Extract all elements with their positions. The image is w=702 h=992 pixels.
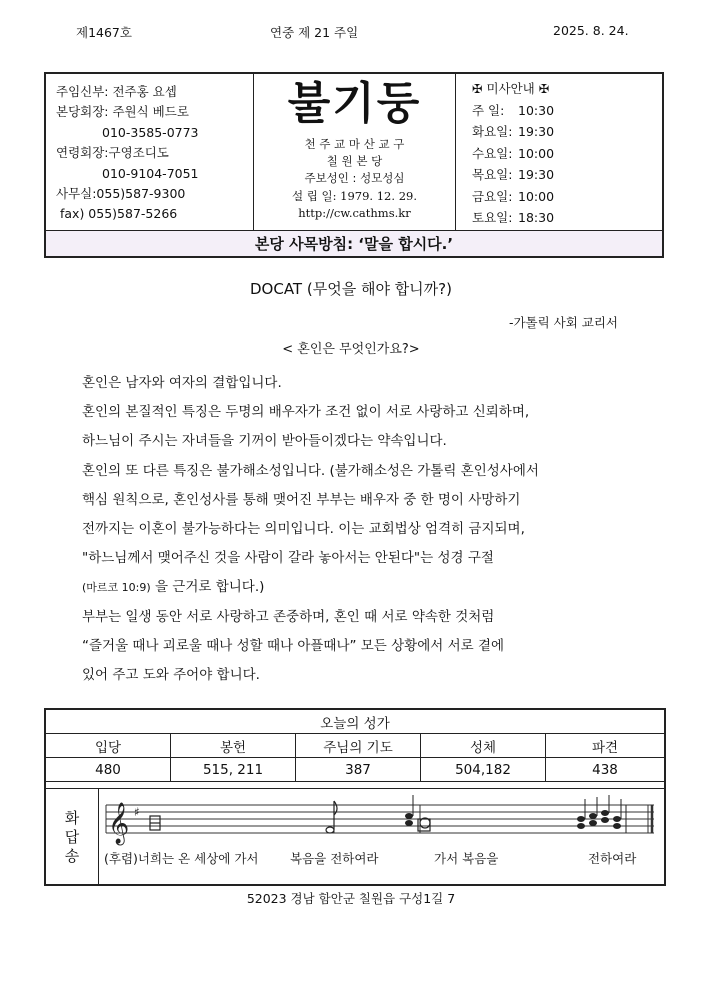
article-subtitle: < 혼인은 무엇인가요?> — [282, 342, 420, 357]
article-line: 부부는 일생 동안 서로 사랑하고 존중하며, 혼인 때 서로 약속한 것처럼 — [82, 608, 495, 625]
article-line: 혼인의 또 다른 특징은 불가해소성입니다. (불가해소성은 가톨릭 혼인성사에서 — [82, 462, 539, 479]
hymn-value-offertory: 515, 211 — [171, 758, 296, 782]
parish-address: 52023 경남 함안군 칠원읍 구성1길 7 — [246, 891, 456, 906]
psalm-label-char: 송 — [64, 846, 80, 865]
hymn-value-communion: 504,182 — [421, 758, 546, 782]
mass-day: 목요일: — [472, 167, 513, 182]
mass-day: 주 일: — [472, 102, 505, 118]
hymn-column-offertory: 봉헌 — [171, 734, 296, 758]
founded-date: 설 립 일: 1979. 12. 29. — [292, 189, 417, 203]
sharp-icon: ♯ — [134, 805, 140, 819]
article-line — [82, 573, 662, 602]
article-line: 혼인은 남자와 여자의 결합입니다. — [82, 375, 282, 391]
lyric-segment: (후렴)너희는 온 세상에 가서 — [104, 851, 259, 866]
pastor: 주임신부: 전주홍 요셉 — [56, 84, 177, 99]
mass-row — [472, 207, 662, 229]
mass-day: 금요일: — [472, 188, 513, 204]
issue-date: 2025. 8. 24. — [553, 23, 629, 38]
fax-number: fax) 055)587-5266 — [60, 206, 178, 222]
article-source: -가톨릭 사회 교리서 — [508, 315, 618, 330]
article-line: 하느님이 주시는 자녀들을 기꺼이 받아들이겠다는 약속입니다. — [82, 433, 447, 450]
mass-time: 10:00 — [518, 145, 555, 161]
diocese: 천 주 교 마 산 교 구 — [304, 137, 405, 151]
psalm-label-char: 답 — [64, 827, 80, 846]
masthead-block — [253, 74, 456, 230]
hymn-box — [44, 708, 666, 886]
issue-number: 제1467호 — [76, 25, 132, 40]
hymn-column-communion: 성체 — [421, 734, 546, 758]
masthead-title: 불기둥 — [287, 78, 422, 129]
article-line-text: 을 근거로 합니다.) — [154, 579, 265, 596]
mass-time: 18:30 — [518, 210, 555, 225]
hymn-column-dismissal: 파견 — [546, 734, 665, 758]
hymn-column-entrance: 입당 — [46, 734, 171, 758]
mass-day: 수요일: — [472, 145, 513, 161]
bible-citation: (마르코 10:9) — [82, 581, 151, 595]
mass-schedule-heading: ✠ 미사안내 ✠ — [472, 81, 550, 96]
hymn-column-lords-prayer: 주님의 기도 — [296, 734, 421, 758]
liturgical-sunday: 연중 제 21 주일 — [270, 25, 359, 40]
lyric-segment: 복음을 전하여라 — [290, 851, 379, 866]
mass-row — [472, 100, 662, 122]
hymn-value-row — [46, 758, 664, 782]
assoc-phone: 010-9104-7051 — [102, 165, 199, 181]
mass-schedule — [456, 74, 662, 230]
treble-clef-icon: 𝄞 — [108, 803, 130, 844]
article-line: 있어 주고 도와 주어야 합니다. — [82, 667, 260, 684]
psalm-label-char: 화 — [64, 808, 80, 827]
chairman-phone: 010-3585-0773 — [102, 124, 199, 140]
hymn-value-dismissal: 438 — [546, 758, 665, 782]
hymn-value-lords-prayer: 387 — [296, 758, 421, 782]
pastoral-motto: 본당 사목방침: ‘말을 합시다.’ — [46, 230, 662, 256]
article-body — [82, 369, 662, 690]
hymn-table — [46, 710, 664, 782]
hymn-value-entrance: 480 — [46, 758, 171, 782]
mass-time: 19:30 — [518, 124, 555, 139]
office-phone: 사무실:055)587-9300 — [56, 186, 186, 202]
bulletin-header — [44, 72, 664, 258]
article-line: 핵심 원칙으로, 혼인성사를 통해 맺어진 부부는 배우자 중 한 명이 사망하기 — [82, 491, 521, 508]
parish-contact-info — [46, 74, 253, 230]
parish-name: 칠 원 본 당 — [326, 154, 383, 168]
hymn-header-row — [46, 734, 664, 758]
mass-day: 화요일: — [472, 124, 513, 139]
mass-time: 10:00 — [518, 188, 555, 204]
lyric-segment: 전하여라 — [588, 851, 637, 866]
patron-saint: 주보성인 : 성모성심 — [304, 171, 405, 185]
article-line: “즐거울 때나 괴로울 때나 성할 때나 아플때나” 모든 상황에서 서로 곁에 — [82, 637, 505, 654]
mass-day: 토요일: — [472, 210, 513, 225]
mass-time: 10:30 — [518, 102, 555, 118]
responsorial-psalm — [46, 788, 664, 885]
hymn-heading: 오늘의 성가 — [46, 710, 664, 734]
mass-row — [472, 186, 662, 208]
assoc-chairman: 연령회장:구영조디도 — [56, 145, 169, 161]
chairman: 본당회장: 주원식 베드로 — [56, 104, 189, 120]
parish-url[interactable]: http://cw.cathms.kr — [298, 206, 411, 220]
chord-notes — [150, 801, 430, 833]
article-line: 혼인의 본질적인 특징은 두명의 배우자가 조건 없이 서로 사랑하고 신뢰하며, — [82, 404, 530, 421]
mass-time: 19:30 — [518, 167, 555, 182]
psalm-music-staff — [102, 793, 658, 881]
psalm-label — [46, 789, 99, 885]
mass-row — [472, 143, 662, 165]
mass-row — [472, 164, 662, 186]
article-line: "하느님께서 맺어주신 것을 사람이 갈라 놓아서는 안된다"는 성경 구절 — [82, 550, 494, 567]
article-line: 전까지는 이혼이 불가능하다는 의미입니다. 이는 교회법상 엄격히 금지되며, — [82, 521, 525, 538]
article-title: DOCAT (무엇을 해야 합니까?) — [250, 280, 452, 298]
lyric-segment: 가서 복음을 — [434, 851, 499, 866]
mass-row — [472, 121, 662, 143]
